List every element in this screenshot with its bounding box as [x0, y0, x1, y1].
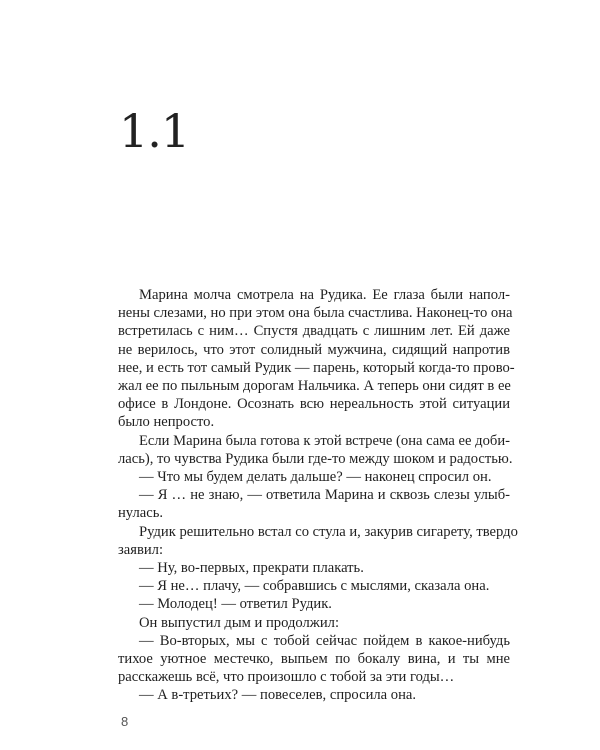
text-line: было непросто. — [118, 414, 215, 431]
text-line: — Во-вторых, мы с тобой сейчас пойдем в какое-нибудь — [139, 632, 510, 649]
text-line: расскажешь всё, что произошло с тобой за эти годы… — [118, 669, 455, 686]
text-line: встретилась с ним… Спустя двадцать с лишним лет. Ей даже — [118, 323, 510, 340]
text-line: не верилось, что этот солидный мужчина, сидящий напротив — [118, 341, 510, 358]
text-line: нулась. — [118, 505, 164, 522]
page-number: 8 — [121, 714, 129, 729]
text-line: заявил: — [118, 541, 163, 558]
text-line: нены слезами, но при этом она была счастлива. Наконец-то она — [118, 305, 513, 322]
text-line: — Молодец! — ответил Рудик. — [139, 596, 332, 613]
text-line: — Я не… плачу, — собравшись с мыслями, сказала она. — [139, 578, 490, 595]
text-line: — Что мы будем делать дальше? — наконец спросил он. — [139, 469, 492, 486]
text-line: Если Марина была готова к этой встрече (она сама ее доби- — [139, 432, 510, 449]
text-line: — Ну, во-первых, прекрати плакать. — [139, 560, 364, 577]
text-line: — А в-третьих? — повеселев, спросила она. — [139, 687, 417, 704]
text-line: — Я … не знаю, — ответила Марина и сквозь слезы улыб- — [139, 487, 510, 504]
text-line: лась), то чувства Рудика были где-то между шоком и радостью. — [118, 450, 513, 467]
text-line: жал ее по пыльным дорогам Нальчика. А теперь они сидят в ее — [118, 378, 511, 395]
text-line: тихое уютное местечко, выпьем по бокалу вина, и ты мне — [118, 651, 510, 668]
chapter-number: 1.1 — [119, 104, 190, 158]
chapter-body-text — [118, 286, 518, 705]
text-line: Он выпустил дым и продолжил: — [139, 614, 339, 631]
text-line: нее, и есть тот самый Рудик — парень, который когда-то прово- — [118, 359, 515, 376]
text-line: Рудик решительно встал со стула и, закурив сигарету, твердо — [139, 523, 518, 540]
text-line: Марина молча смотрела на Рудика. Ее глаза были напол- — [139, 287, 510, 303]
text-line: офисе в Лондоне. Осознать всю нереальность этой ситуации — [118, 396, 510, 413]
